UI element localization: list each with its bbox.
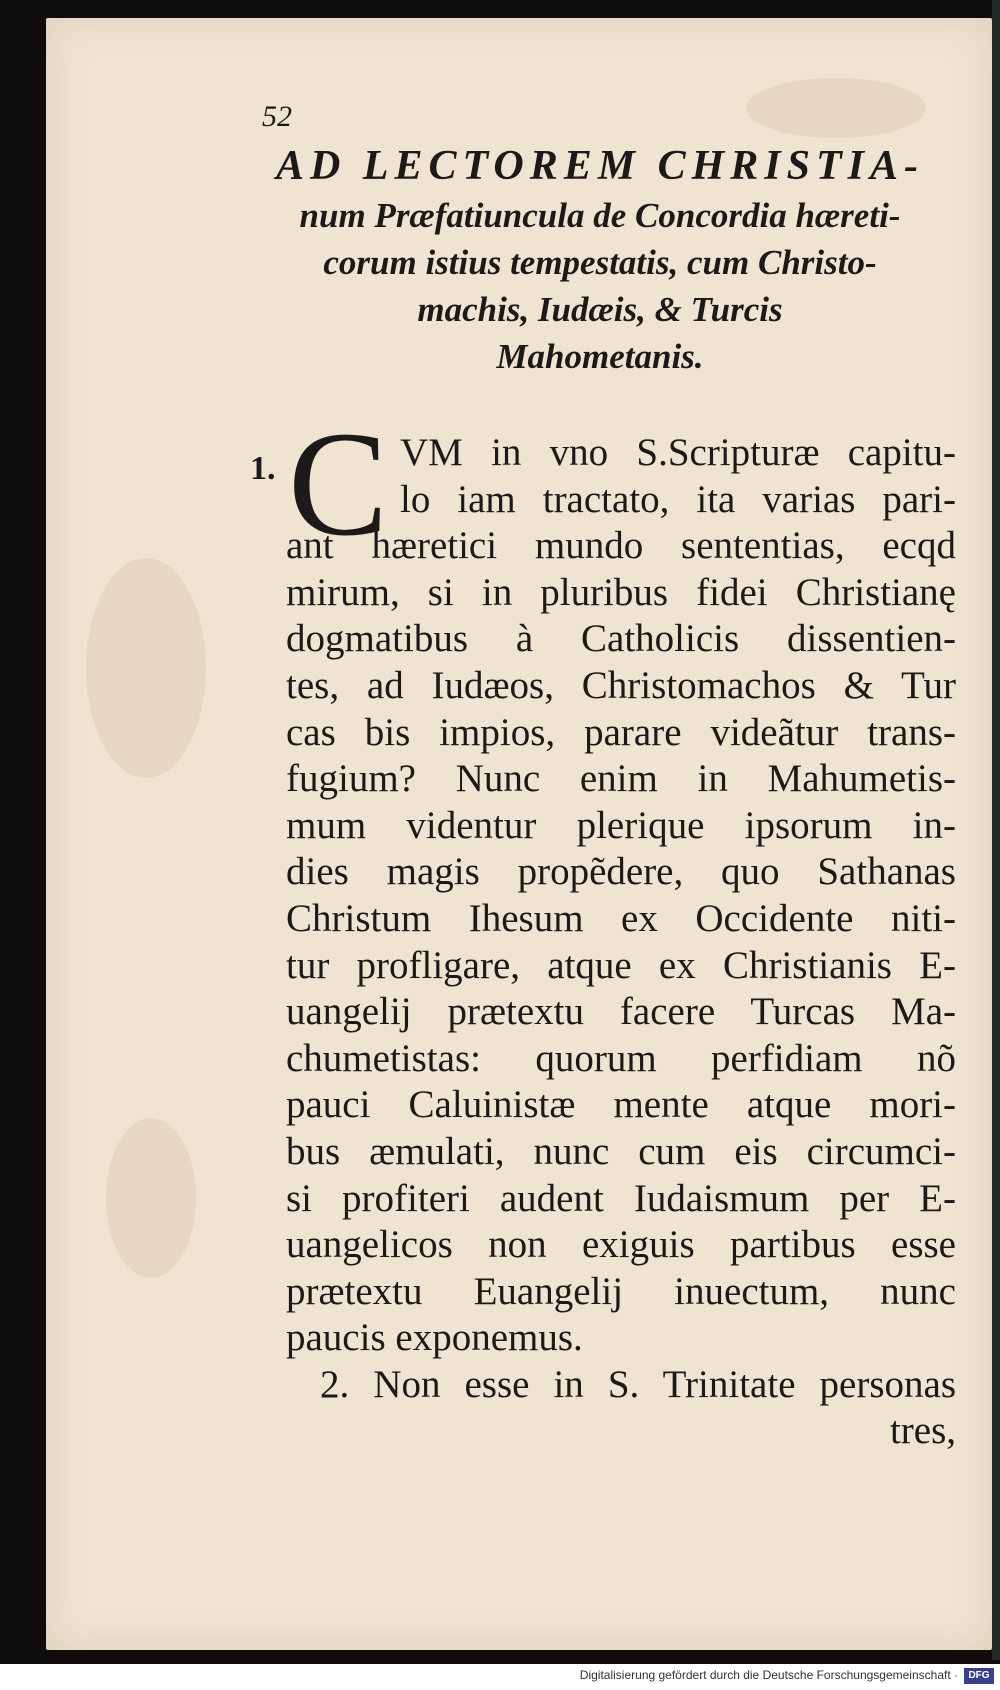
body-text: [286, 430, 956, 1455]
text-line: cas bis impios, parare videãtur trans-: [286, 710, 956, 754]
page-number: 52: [262, 100, 292, 133]
catchword: tres,: [889, 1409, 956, 1453]
text-line: tur profligare, atque ex Christianis E-: [286, 943, 956, 987]
text-line: lo iam tractato, ita varias pari-: [400, 477, 956, 521]
footer-bar: [0, 1664, 1000, 1690]
text-line: uangelij prætextu facere Turcas Ma-: [286, 990, 956, 1034]
text-line: 2. Non esse in S. Trinitate personas: [320, 1362, 956, 1406]
drop-capital: C: [288, 401, 389, 567]
paper-stain: [746, 78, 926, 138]
paper-stain: [86, 558, 206, 778]
text-line: si profiteri audent Iudaismum per E-: [286, 1176, 956, 1220]
heading-line: Mahometanis.: [496, 337, 704, 376]
text-line: mirum, si in pluribus fidei Christianę: [286, 570, 956, 614]
text-line: dies magis propẽdere, quo Sathanas: [286, 850, 956, 894]
text-line: pauci Caluinistæ mente atque mori-: [286, 1083, 956, 1127]
text-line: fugium? Nunc enim in Mahumetis-: [286, 757, 956, 801]
heading-line: machis, Iudæis, & Turcis: [417, 290, 783, 329]
funding-credit: Digitalisierung gefördert durch die Deutsche Forschungsgemeinschaft ·: [579, 1668, 958, 1682]
paper-stain: [106, 1118, 196, 1278]
book-cover-edge: [992, 0, 1000, 1660]
text-line: prætextu Euangelij inuectum, nunc: [286, 1269, 956, 1313]
heading-line: AD LECTOREM CHRISTIA-: [275, 143, 925, 189]
text-line: bus æmulati, nunc cum eis circumci-: [286, 1129, 956, 1173]
heading-line: corum istius tempestatis, cum Christo-: [323, 243, 877, 282]
text-line: ant hæretici mundo sententias, ecqd: [286, 524, 956, 568]
text-line: VM in vno S.Scripturæ capitu-: [400, 431, 956, 474]
chapter-heading: [270, 140, 930, 380]
text-line: Christum Ihesum ex Occidente niti-: [286, 896, 956, 940]
text-line: uangelicos non exiguis partibus esse: [286, 1223, 956, 1267]
section-number: 1.: [250, 450, 276, 487]
text-line: tes, ad Iudæos, Christomachos & Tur: [286, 663, 956, 707]
text-line: chumetistas: quorum perfidiam nõ: [286, 1036, 956, 1080]
text-line: paucis exponemus.: [286, 1316, 583, 1360]
dfg-logo-icon: DFG: [964, 1668, 994, 1684]
heading-line: num Præfatiuncula de Concordia hæreti-: [299, 196, 901, 235]
text-line: mum videntur plerique ipsorum in-: [286, 803, 956, 847]
text-line: dogmatibus à Catholicis dissentien-: [286, 617, 956, 661]
